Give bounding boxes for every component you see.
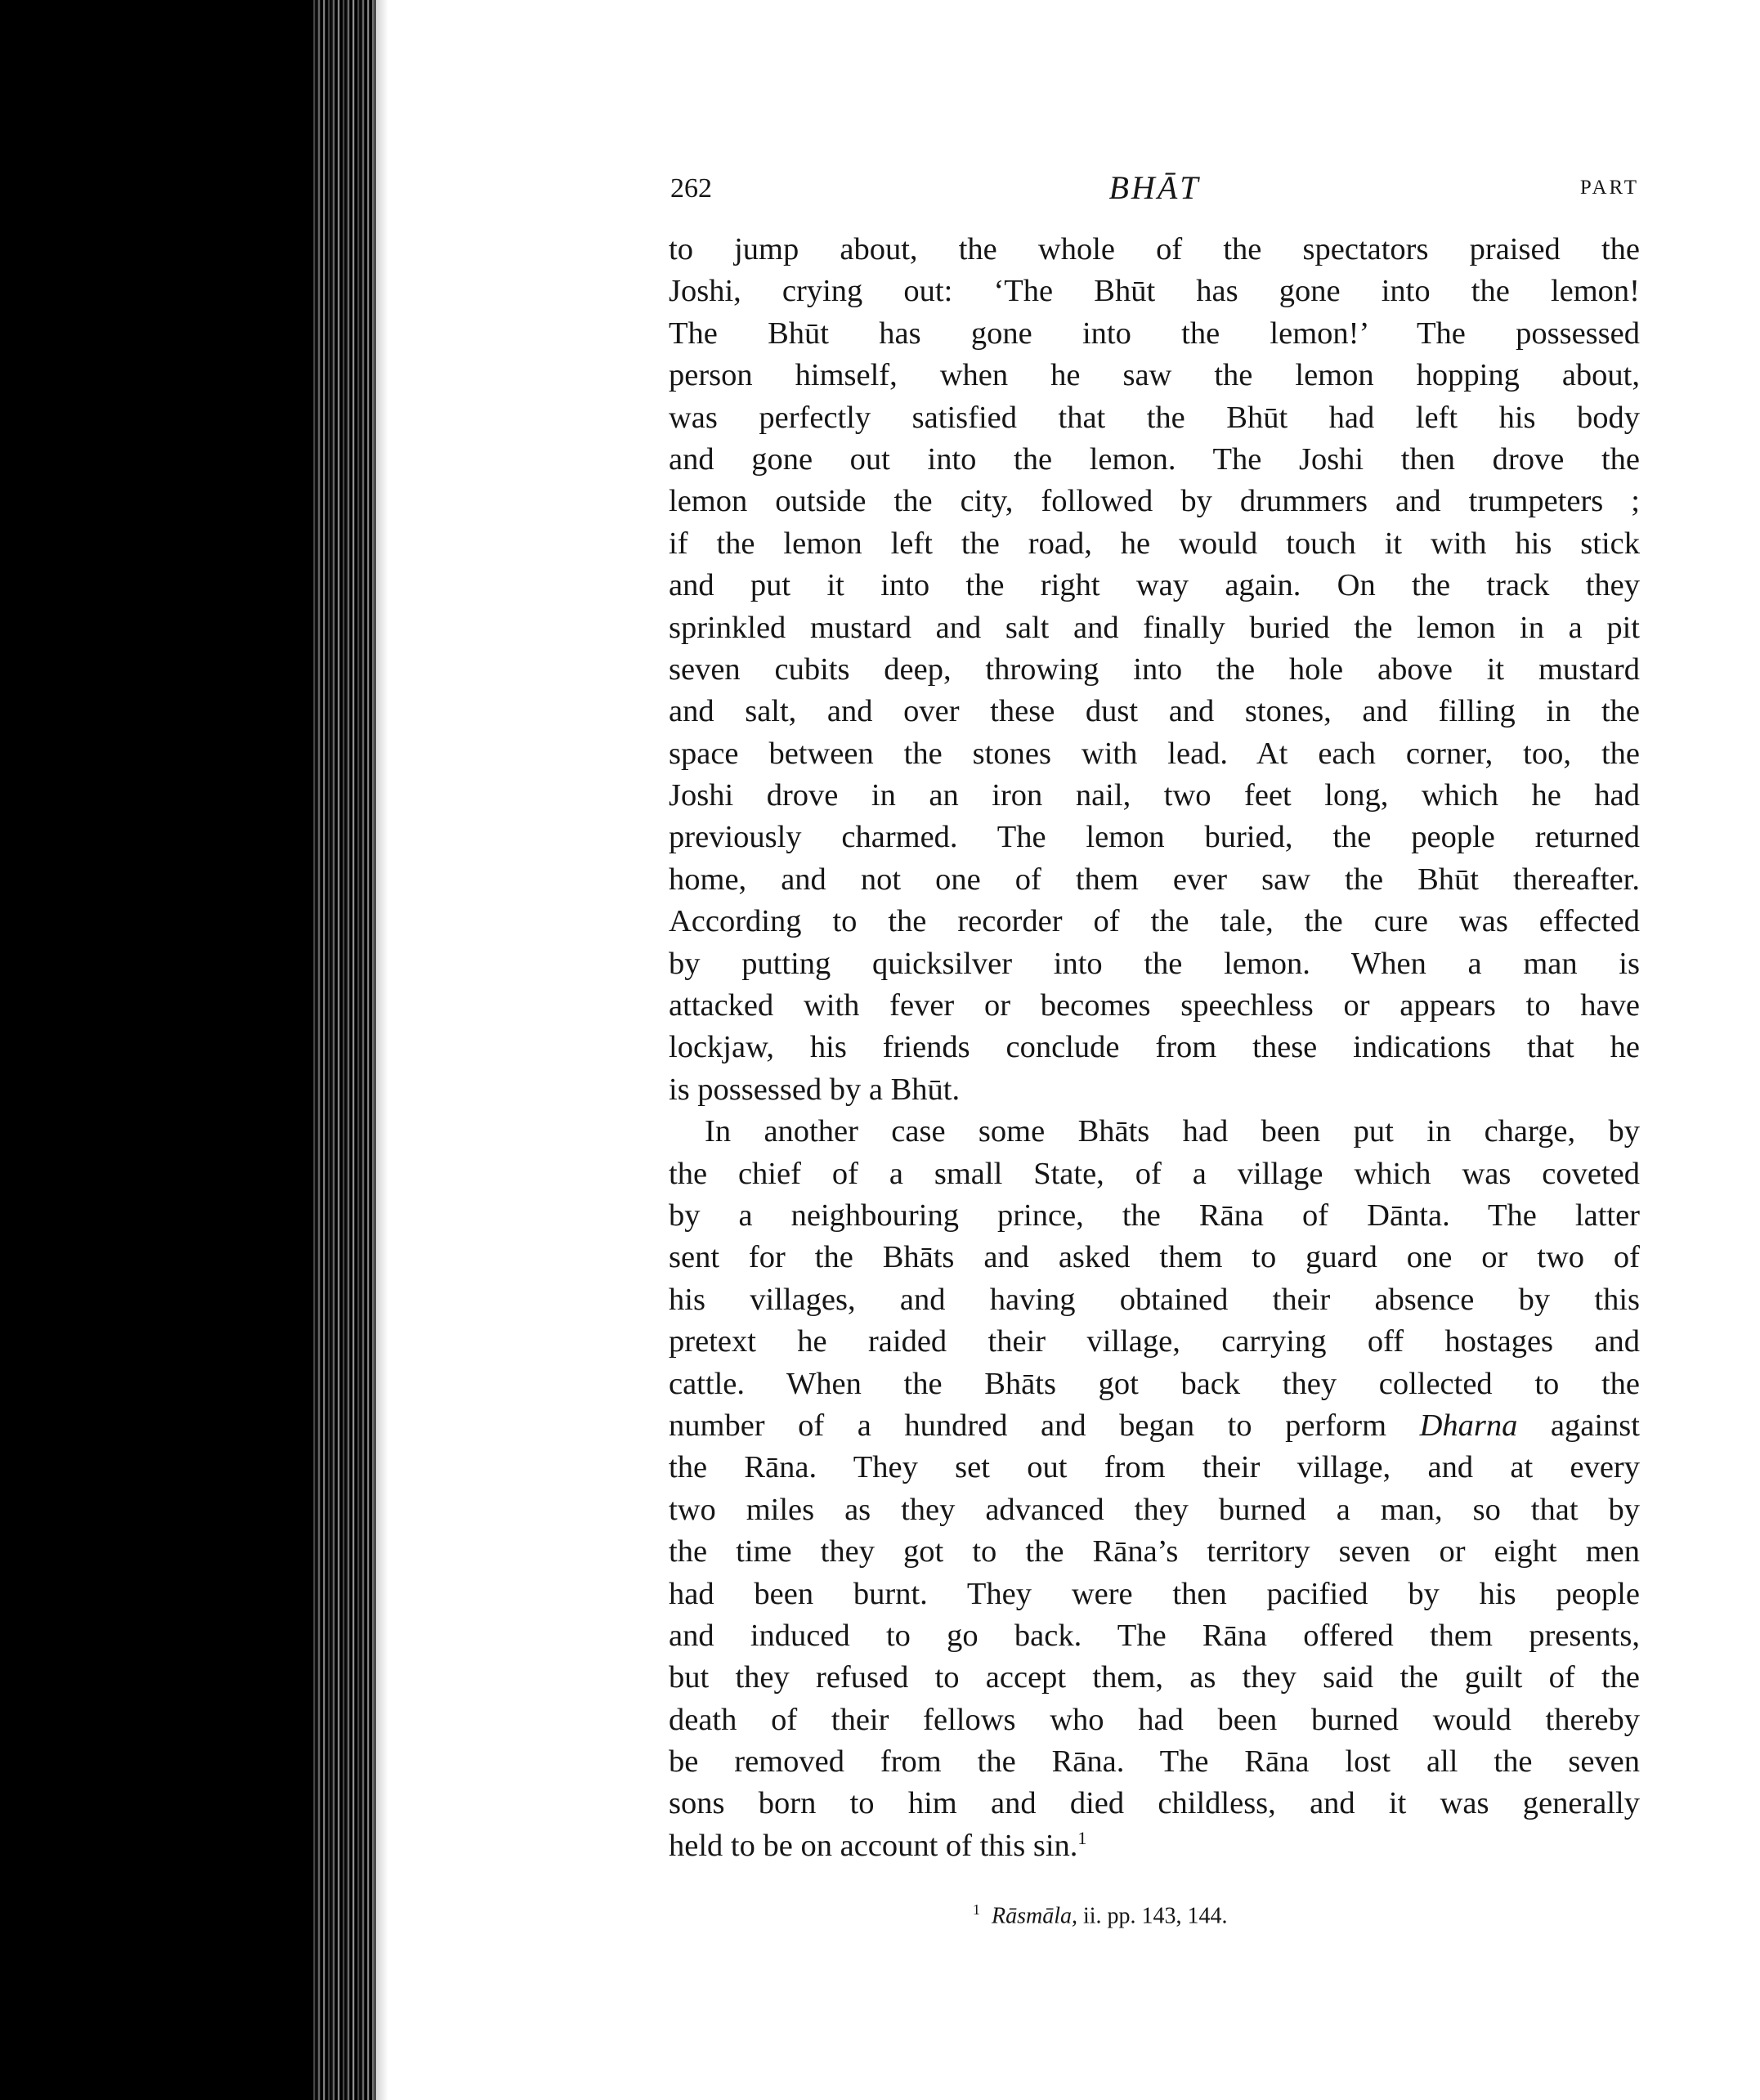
text-line: the Rāna. They set out from their village, and at every bbox=[669, 1450, 1640, 1485]
footnote-citation: ii. pp. 143, 144. bbox=[1077, 1903, 1228, 1929]
text-line: death of their fellows who had been burned would thereby bbox=[669, 1702, 1640, 1737]
text-line: his villages, and having obtained their absence by this bbox=[669, 1282, 1640, 1317]
footnote-reference[interactable]: 1 bbox=[1077, 1828, 1087, 1849]
text-line: home, and not one of them ever saw the Bhūt thereafter. bbox=[669, 862, 1640, 897]
text-line: Joshi drove in an iron nail, two feet long, which he had bbox=[669, 778, 1640, 813]
text-line: is possessed by a Bhūt. bbox=[669, 1072, 961, 1107]
gutter-fade bbox=[372, 0, 388, 2100]
italic-term-dharna: Dharna bbox=[1419, 1408, 1518, 1443]
text-segment: held to be on account of this sin. bbox=[669, 1828, 1078, 1863]
text-line: the time they got to the Rāna’s territory seven or eight men bbox=[669, 1534, 1640, 1569]
paragraph-2 bbox=[669, 1111, 1640, 1867]
text-segment: number of a hundred and began to perform bbox=[669, 1408, 1420, 1443]
text-line: if the lemon left the road, he would touch it with his stick bbox=[669, 526, 1640, 561]
text-line: person himself, when he saw the lemon hopping about, bbox=[669, 358, 1640, 393]
text-line: by putting quicksilver into the lemon. When a man is bbox=[669, 946, 1640, 981]
text-line: previously charmed. The lemon buried, the people returned bbox=[669, 820, 1640, 855]
footnote bbox=[973, 1901, 1228, 1929]
text-line: by a neighbouring prince, the Rāna of Dānta. The latter bbox=[669, 1198, 1640, 1233]
text-line: attacked with fever or becomes speechless or appears to have bbox=[669, 988, 1640, 1023]
text-line: was perfectly satisfied that the Bhūt had left his body bbox=[669, 400, 1640, 435]
page-header bbox=[670, 163, 1639, 213]
text-line: be removed from the Rāna. The Rāna lost all the seven bbox=[669, 1744, 1640, 1780]
page-edges bbox=[311, 0, 376, 2100]
text-segment: against bbox=[1517, 1408, 1640, 1443]
footnote-source-title: Rāsmāla, bbox=[992, 1903, 1077, 1929]
text-line: and put it into the right way again. On the track they bbox=[669, 568, 1640, 603]
text-line: and induced to go back. The Rāna offered them presents, bbox=[669, 1618, 1640, 1653]
text-line: seven cubits deep, throwing into the hole above it mustard bbox=[669, 651, 1640, 687]
text-line: the chief of a small State, of a village which was coveted bbox=[669, 1156, 1640, 1191]
text-line: sprinkled mustard and salt and finally buried the lemon in a pit bbox=[669, 610, 1640, 645]
binding-shadow bbox=[0, 0, 335, 2100]
text-line bbox=[669, 1825, 1640, 1867]
text-line: Joshi, crying out: ‘The Bhūt has gone into the lemon! bbox=[669, 274, 1640, 309]
text-line: pretext he raided their village, carrying off hostages and bbox=[669, 1324, 1640, 1359]
page-number: 262 bbox=[670, 173, 712, 204]
text-line: lockjaw, his friends conclude from these indications that he bbox=[669, 1030, 1640, 1065]
paragraph-1 bbox=[669, 229, 1640, 1111]
text-line bbox=[669, 1405, 1640, 1447]
text-line: The Bhūt has gone into the lemon!’ The possessed bbox=[669, 316, 1640, 351]
text-line: lemon outside the city, followed by drummers and trumpeters ; bbox=[669, 484, 1640, 519]
text-line: sons born to him and died childless, and it was generally bbox=[669, 1786, 1640, 1821]
text-line: cattle. When the Bhāts got back they collected to the bbox=[669, 1366, 1640, 1401]
text-line: and salt, and over these dust and stones, and filling in the bbox=[669, 694, 1640, 729]
text-line: had been burnt. They were then pacified by his people bbox=[669, 1576, 1640, 1611]
body-text bbox=[669, 229, 1640, 1867]
text-line: According to the recorder of the tale, the cure was effected bbox=[669, 904, 1640, 939]
footnote-number: 1 bbox=[973, 1901, 980, 1918]
text-line: but they refused to accept them, as they said the guilt of the bbox=[669, 1660, 1640, 1695]
text-line: In another case some Bhāts had been put in charge, by bbox=[705, 1114, 1640, 1149]
running-head: BHĀT bbox=[1108, 169, 1201, 206]
text-line: sent for the Bhāts and asked them to guard one or two of bbox=[669, 1240, 1640, 1275]
part-label: PART bbox=[1579, 177, 1639, 199]
text-line: to jump about, the whole of the spectators praised the bbox=[669, 232, 1640, 266]
text-line: space between the stones with lead. At each corner, too, the bbox=[669, 736, 1640, 771]
text-line: and gone out into the lemon. The Joshi then drove the bbox=[669, 441, 1640, 477]
text-line: two miles as they advanced they burned a man, so that by bbox=[669, 1492, 1640, 1527]
